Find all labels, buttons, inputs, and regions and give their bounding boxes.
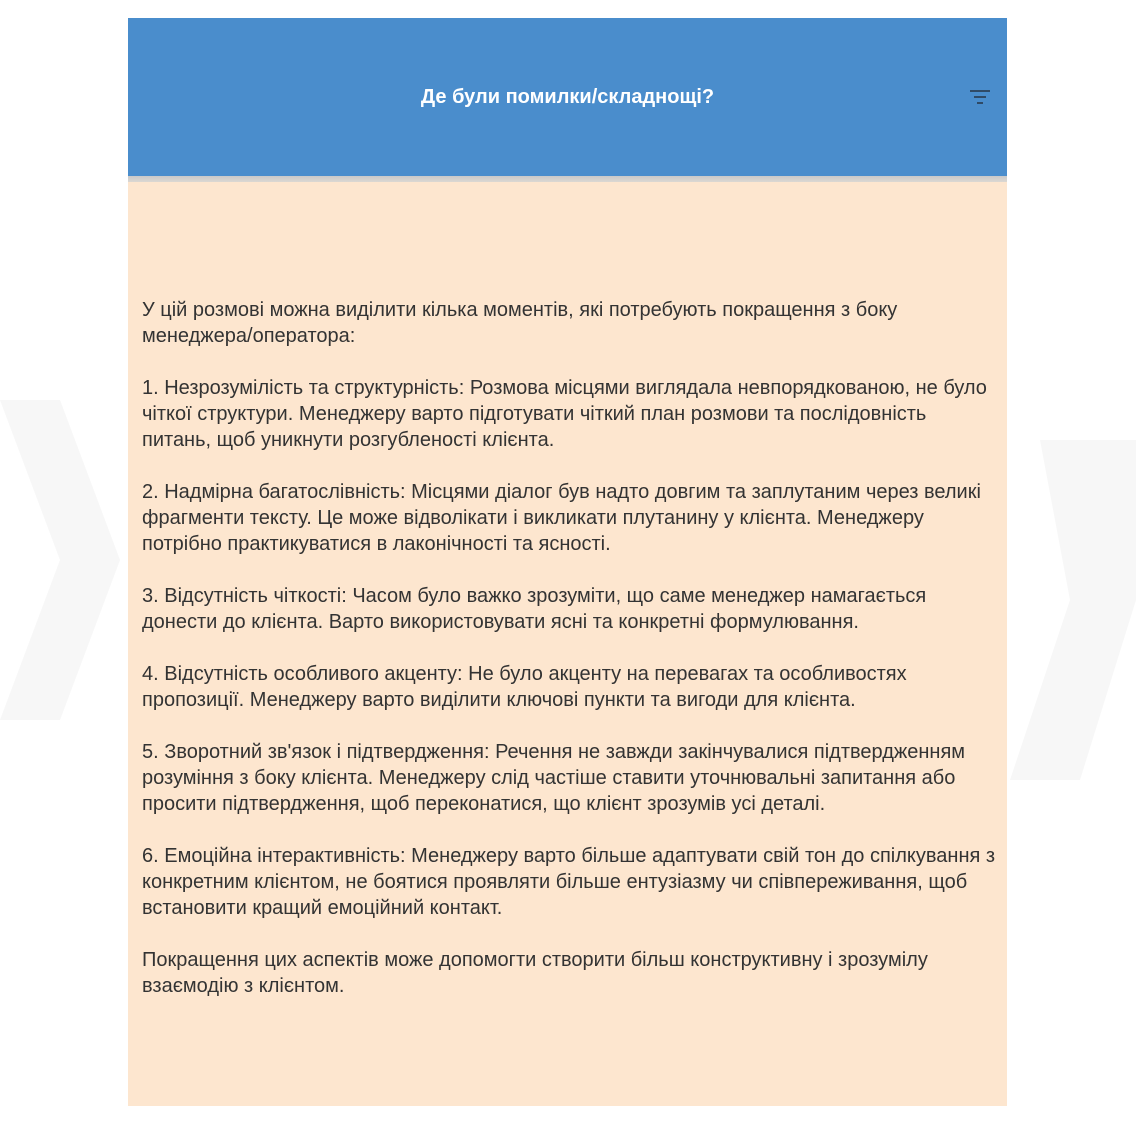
header-divider	[128, 176, 1007, 182]
point-1-paragraph: 1. Незрозумілість та структурність: Розмова місцями виглядала невпорядкованою, не було чіткої структури. Менеджеру варто підготувати чіткий план розмови та послідовність питань, щоб уникнути розгубленості клієнта.	[142, 377, 987, 451]
conclusion-paragraph: Покращення цих аспектів може допомогти створити більш конструктивну і зрозумілу взаємодію з клієнтом.	[142, 949, 928, 997]
intro-paragraph: У цій розмові можна виділити кілька моментів, які потребують покращення з боку менеджера/оператора:	[142, 299, 898, 347]
point-6-paragraph: 6. Емоційна інтерактивність: Менеджеру варто більше адаптувати свій тон до спілкування з конкретним клієнтом, не боятися проявляти більше ентузіазму чи співпереживання, щоб встановити кращий емоційний контакт.	[142, 845, 996, 919]
point-4-paragraph: 4. Відсутність особливого акценту: Не було акценту на перевагах та особливостях пропозиції. Менеджеру варто виділити ключові пункти та вигоди для клієнта.	[142, 663, 907, 711]
message-card	[128, 18, 1007, 1106]
message-body	[142, 297, 1000, 1025]
point-3-paragraph: 3. Відсутність чіткості: Часом було важко зрозуміти, що саме менеджер намагається донести до клієнта. Варто використовувати ясні та конкретні формулювання.	[142, 585, 927, 633]
card-header	[128, 18, 1007, 176]
point-2-paragraph: 2. Надмірна багатослівність: Місцями діалог був надто довгим та заплутаним через великі фрагменти тексту. Це може відволікати і викликати плутанину у клієнта. Менеджеру потрібно практикуватися в лаконічності та ясності.	[142, 481, 981, 555]
header-title: Де були помилки/складнощі?	[420, 86, 715, 108]
filter-icon[interactable]	[969, 88, 991, 106]
point-5-paragraph: 5. Зворотний зв'язок і підтвердження: Речення не завжди закінчувалися підтвердженням розуміння з боку клієнта. Менеджеру слід частіше ставити уточнювальні запитання або просити підтвердження, щоб переконатися, що клієнт зрозумів усі деталі.	[142, 741, 966, 815]
